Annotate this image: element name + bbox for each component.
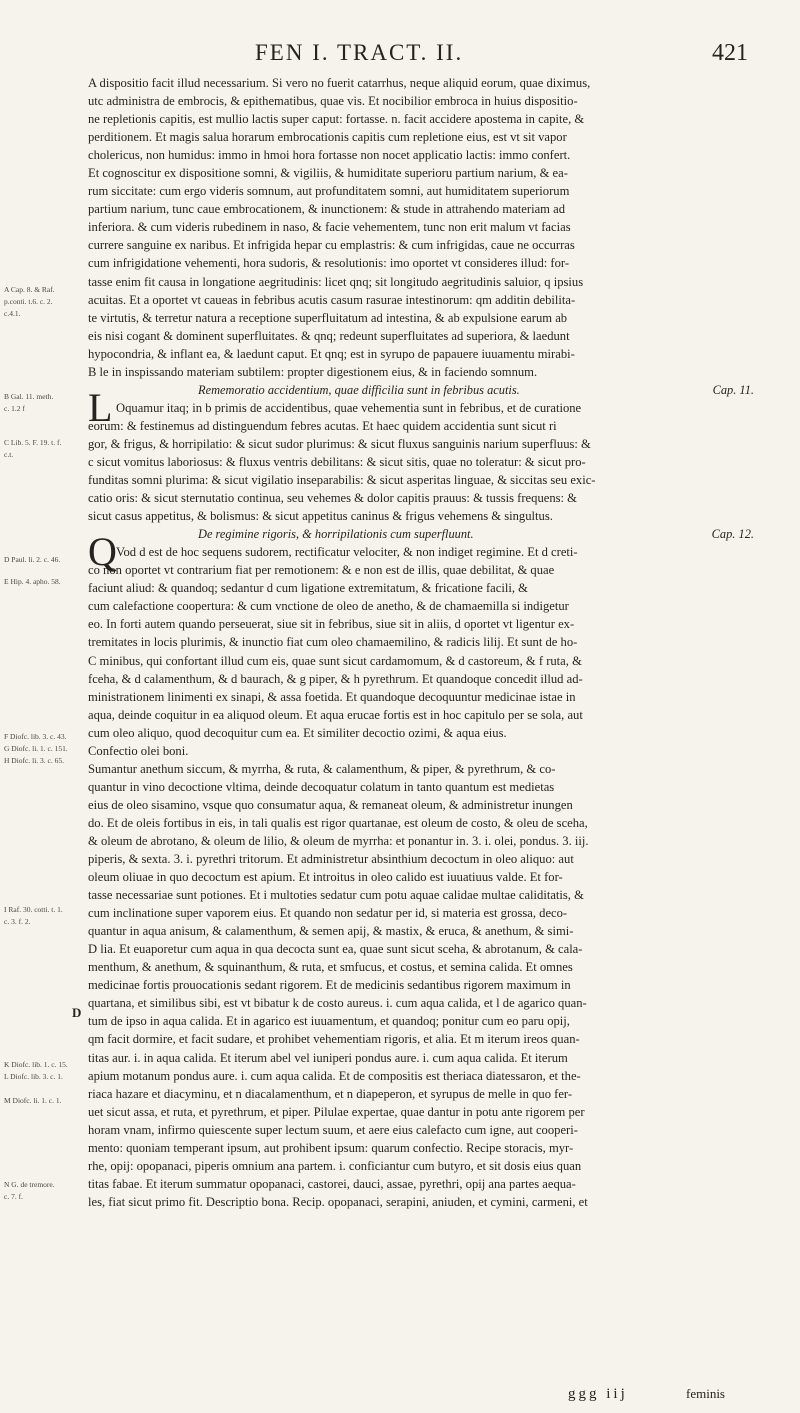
- text-line: cholericus, non humidus: immo in hmoi hora fortasse non nocet applicatio lactis: immo confert.: [88, 148, 571, 163]
- text-line: mento: quoniam temperant ipsum, aut prohibent ipsum: quarum confectio. Recipe storacis, myr-: [88, 1140, 574, 1155]
- text-line: co non oportet vt contrarium fiat per remotionem: & e non est de illis, quae debilitat, & quae: [88, 563, 555, 578]
- text-line: utc administra de embrocis, & epithematibus, quae vis. Et nocibilior embroca in huius dispositio-: [88, 94, 578, 109]
- margin-note: B Gal. 11. meth.: [4, 392, 54, 401]
- catchword: feminis: [686, 1386, 725, 1401]
- text-line: tum de ipso in aqua calida. Et in agarico est iuuamentum, et quandoq; ponitur cum eo paru opij,: [88, 1014, 570, 1029]
- text-line: L Oquamur itaq; in b primis de accidentibus, quae vehementia sunt in febribus, et de curatione: [88, 384, 582, 430]
- text-line: titas fabae. Et iterum summatur opopanaci, castorei, dauci, assae, pyrethri, opij ana partes aequa-: [88, 1176, 576, 1191]
- margin-note: D Paul. li. 2. c. 46.: [4, 555, 61, 564]
- text-line: catio oris: & sicut sternutatio continua, seu vehemes & dolor capitis prauus: & tussis frequens: &: [88, 491, 577, 506]
- text-line: les, fiat sicut primo fit. Descriptio bona. Recip. opopanaci, serapini, aniuden, et cymini, carmeni, et: [88, 1194, 588, 1209]
- text-line: D lia. Et euaporetur cum aqua in qua decocta sunt ea, quae sunt sicut sceha, & abrotanum, & cala-: [88, 942, 583, 957]
- text-line: uet sicut assa, et ruta, et pyrethrum, et piper. Pilulae expertae, quae dantur in potu ante rigorem per: [88, 1104, 585, 1119]
- text-line: cum calefactione coopertura: & cum vnctione de oleo de anetho, & de chamaemilla si indigetur: [88, 599, 569, 614]
- chapter-heading: Rememoratio accidentium, quae difficilia sunt in febribus acutis. Cap. 11.: [88, 381, 778, 399]
- text-line: eius de oleo sisamino, vsque quo consumatur aqua, & remaneat oleum, & administretur inungen: [88, 797, 573, 812]
- text-line: currere sanguine ex naribus. Et infrigida hepar cu emplastris: & cum infrigidas, caue ne occurras: [88, 238, 575, 253]
- text-line: medicinae fortis prouocationis sedant rigorem. Et de medicinis sedantibus rigorem maximum in: [88, 978, 571, 993]
- text-line: qm facit dormire, et facit sudare, et prohibet vehementiam rigoris, et alia. Et m iterum ireos quan-: [88, 1032, 580, 1047]
- text-line: tasse enim fit causa in longatione aegritudinis: licet qnq; sit longitudo aegritudinis saluior, q ipsius: [88, 274, 584, 289]
- text-line: do. Et de oleis fortibus in eis, in tali qualis est rigor quartanae, est oleum de costo, & oleu de sceha,: [88, 815, 588, 830]
- margin-note: M Diofc. li. 1. c. 1.: [4, 1096, 62, 1105]
- text-line: menthum, & anethum, & squinanthum, & ruta, et smfucus, et costus, et semina calida. Et omnes: [88, 960, 573, 975]
- text-line: c sicut vomitus laboriosus: & fluxus ventris debilitans: & sicut sitis, quae no toleratur: & sicut pro-: [88, 454, 586, 469]
- text-line: oleum oliuae in quo decoctum est apium. Et introitus in oleo calido est iuuatiuus valde. Et for-: [88, 870, 563, 885]
- text-line: rhe, opij: opopanaci, piperis omnium ana partem. i. conficiantur cum butyro, et sit dosis eius quan: [88, 1158, 582, 1173]
- margin-note: A Cap. 8. & Raf.: [4, 285, 55, 294]
- margin-note: c.t.: [4, 450, 14, 459]
- page-number: 421: [712, 40, 748, 66]
- text-line: Sumantur anethum siccum, & myrrha, & ruta, & calamenthum, & piper, & pyrethrum, & co-: [88, 761, 556, 776]
- text-line: eo. In forti autem quando perseuerat, siue sit in febribus, siue sit in aliis, d oportet vt ligentur ex-: [88, 617, 575, 632]
- text-line: quartana, et similibus sibi, est vt bibatur k de costo aureus. i. cum aqua calida, et l de agarico quan-: [88, 996, 587, 1011]
- text-line: sicut casus appetitus, & bolismus: & sicut appetitus caninus & frigus vehemens & singultus.: [88, 509, 553, 524]
- margin-note: c. 1.2 f: [4, 404, 25, 413]
- margin-note: c.4.1.: [4, 309, 21, 318]
- margin-note: G Diofc. li. 1. c. 151.: [4, 744, 68, 753]
- chapter-heading: De regimine rigoris, & horripilationis cum superfluunt. Cap. 12.: [88, 525, 778, 543]
- text-line: ministrationem linimenti ex sinapi, & assa foetida. Et quandoque decoquuntur medicinae istae in: [88, 689, 576, 704]
- text-line: piperis, & sexta. 3. i. pyrethri tritorum. Et administretur absinthium decoctum in oleo aliquo: aut: [88, 852, 574, 867]
- text-line: C minibus, qui confortant illud cum eis, quae sunt sicut cardamomum, & d castoreum, & f ruta, &: [88, 653, 582, 668]
- text-line: perditionem. Et magis salua horarum embrocationis capitis cum repletione eius, est vt sit vapor: [88, 130, 567, 145]
- text-line: quantur in vino decoctione vltima, deinde decoquatur colatum in tanto quantum est medietas: [88, 779, 555, 794]
- drop-cap: Q: [88, 529, 117, 575]
- margin-note: K Diofc. lib. 1. c. 15.: [4, 1060, 68, 1069]
- text-line: hypocondria, & inflant ea, & laedunt caput. Et qnq; est in syrupo de papauere iuuamentu mirabi-: [88, 346, 575, 361]
- margin-note: C Lib. 5. F. 19. t. f.: [4, 438, 62, 447]
- margin-note: H Diofc. li. 3. c. 65.: [4, 756, 64, 765]
- text-line: faciunt aliud: & quandoq; sedantur d cum ligatione extremitatum, & fricatione facili, &: [88, 581, 528, 596]
- text-line: QVod d est de hoc sequens sudorem, rectificatur velociter, & non indiget regimine. Et d creti-: [88, 529, 578, 575]
- text-line: cum inclinatione super vaporem eius. Et quando non sedatur per id, si materia est grossa, deco-: [88, 906, 568, 921]
- text-line: quantur in aqua anisum, & calamenthum, & semen apij, & mastix, & eruca, & anethum, & simi-: [88, 924, 574, 939]
- text-line: acuitas. Et a oportet vt caueas in febribus acutis casum rasurae intestinorum: qm additin debilita-: [88, 292, 576, 307]
- text-line: ne repletionis capitis, est mullio lactis super caput: fortasse. n. facit accidere apostema in capite, &: [88, 112, 585, 127]
- text-line: funditas somni plurima: & sicut vigilatio inseparabilis: & sicut asperitas linguae, & siccitas seu exic-: [88, 473, 596, 488]
- text-line: A dispositio facit illud necessarium. Si vero no fuerit catarrhus, neque aliquid eorum, quae diximus,: [88, 76, 591, 90]
- margin-note: L Diofc. lib. 3. c. 1.: [4, 1072, 63, 1081]
- text-line: eis nisi cogant & dominent superfluitates. & qnq; redeunt superfluitates ad superiora, & laedunt: [88, 328, 570, 343]
- margin-note: c. 3. f. 2.: [4, 917, 31, 926]
- margin-note: F Diofc. lib. 3. c. 43.: [4, 732, 67, 741]
- text-line: fceha, & d calamenthum, & d baurach, & g piper, & h pyrethrum. Et quandoque concedit illud ad-: [88, 671, 583, 686]
- text-line: cum oleo aliquo, quod decoquitur cum ea. Et similiter decoctio ozimi, & aqua eius.: [88, 725, 507, 740]
- text-line: tasse necessariae sunt potiones. Et i multoties sedatur cum potu aquae calidae multae caliditatis, &: [88, 888, 584, 903]
- text-line: eorum: & festinemus ad distinguendum febres acutas. Et haec quidem accidentia sunt sicut ri: [88, 418, 557, 433]
- section-letter-d: D: [72, 1005, 82, 1020]
- chapter-number: Cap. 12.: [711, 527, 754, 542]
- running-title: FEN I. TRACT. II.: [255, 40, 464, 65]
- text-line: te virtutis, & terretur natura a receptione superfluitatum ad intestina, & ab expulsione earum ab: [88, 310, 568, 325]
- text-line: partium narium, tunc caue embrocationem, & inunctionem: & stude in attrahendo materiam ad: [88, 202, 566, 217]
- drop-cap: L: [88, 384, 113, 430]
- signature-mark: ggg iij: [568, 1386, 628, 1402]
- text-line: riaca hazare et diacyminu, et n diacalamenthum, et n diapeperon, et syrupus de melle in quo fer-: [88, 1086, 573, 1101]
- text-line: apium motanum pondus aure. i. cum aqua calida. Et de compositis est theriaca diatessaron, et the-: [88, 1068, 581, 1083]
- margin-note: I Raf. 30. cotti. t. 1.: [4, 905, 63, 914]
- text-line: & oleum de abrotano, & oleum de lilio, & oleum de myrrha: et ponantur in. 3. i. olei, pondus. 3. iij.: [88, 833, 589, 848]
- text-line: Confectio olei boni.: [88, 743, 189, 758]
- margin-note: E Hip. 4. apho. 58.: [4, 577, 61, 586]
- margin-note: N G. de tremore.: [4, 1180, 55, 1189]
- text-line: inferiora. & cum videris rubedinem in naso, & facie vehementem, tunc non erit malum vt facias: [88, 220, 571, 235]
- text-line: Et cognoscitur ex dispositione somni, & vigiliis, & humiditate superioru partium narium, & ea-: [88, 166, 568, 181]
- margin-note: p.conti. t.6. c. 2.: [4, 297, 53, 306]
- text-line: titas aur. i. in aqua calida. Et iterum abel vel iuniperi pondus aure. i. cum aqua calida. Et iterum: [88, 1050, 568, 1065]
- text-line: tremitates in locis plurimis, & inunctio fiat cum oleo chamaemilino, & radicis lilij. Et sunt de ho-: [88, 635, 578, 650]
- text-line: rum siccitate: cum ergo videris somnum, aut profunditatem somni, aut humiditatem superiorum: [88, 184, 570, 199]
- text-line: horam vnam, infirmo quiescente super lectum suum, et aere eius calefacto cum igne, aut cooperi-: [88, 1122, 578, 1137]
- body-text: [88, 74, 778, 1211]
- text-line: aqua, deinde coquitur in ea aliquod oleum. Et aqua erucae fortis est in hoc capitulo per se sola, aut: [88, 707, 583, 722]
- text-line: B le in inspissando materiam subtilem: propter digestionem eius, & in faciendo somnum.: [88, 364, 538, 379]
- margin-note: c. 7. f.: [4, 1192, 23, 1201]
- chapter-number: Cap. 11.: [712, 382, 754, 397]
- text-line: cum infrigidatione vehementi, hora sudoris, & resolutionis: imo oportet vt consideres illud: for-: [88, 256, 570, 271]
- text-line: gor, & frigus, & horripilatio: & sicut sudor plurimus: & sicut fluxus sanguinis narium superfluus: &: [88, 436, 591, 451]
